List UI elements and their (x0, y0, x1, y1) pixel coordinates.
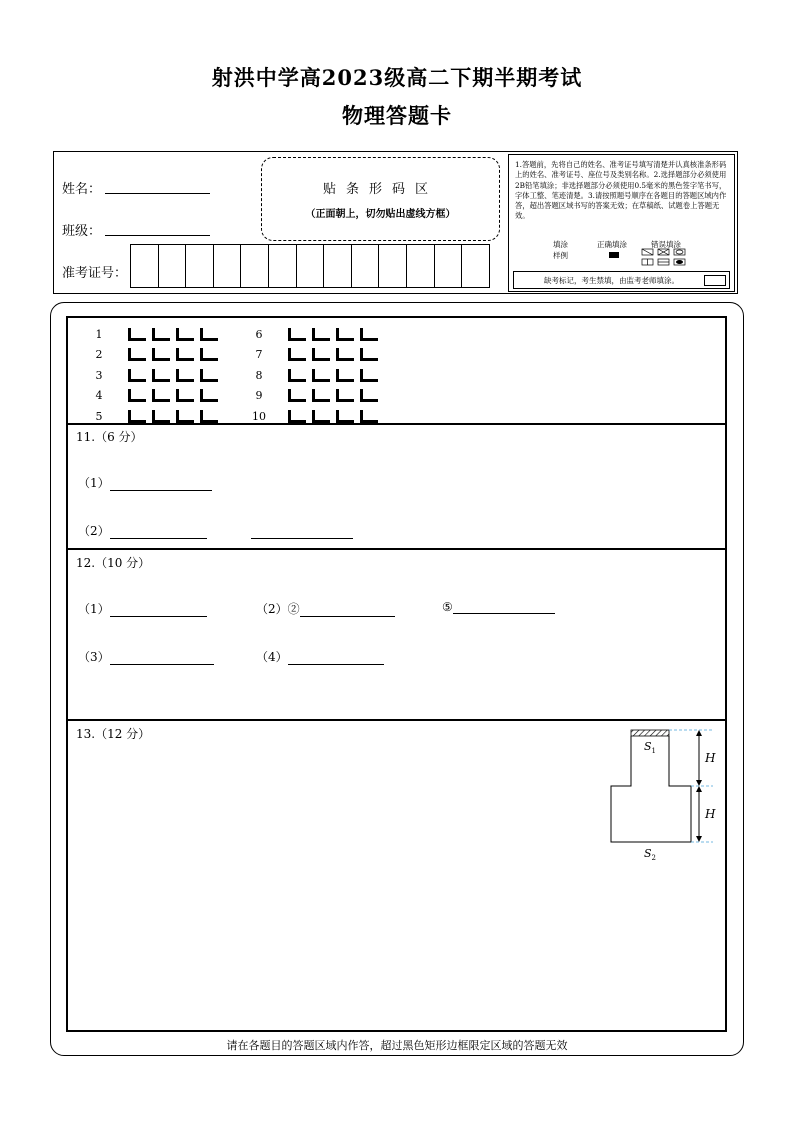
bubble-c[interactable] (336, 369, 354, 382)
example-label: 样例 (553, 251, 568, 260)
bubble-b[interactable] (312, 348, 330, 361)
bubble-c[interactable] (336, 348, 354, 361)
mc-row (248, 386, 384, 407)
mc-row (88, 324, 224, 345)
wrong-fill-samples (641, 248, 693, 268)
mc-row (248, 345, 384, 366)
q11-part1 (78, 474, 212, 491)
q11-part2 (78, 522, 353, 539)
notice-text: 1.答题前，先将自己的姓名、准考证号填写清楚并认真核准条形码上的姓名、准考证号、座位号及类别名称。2.选择题部分必须使用2B铅笔填涂；非选择题部分必须使用0.5毫米的黑色签字笔书写，字体工整、笔迹清楚。3.请按照题号顺序在各题目的答题区域内作答，超出答题区域书写的答案无效；在草稿纸、试题卷上答题无效。 (515, 160, 727, 221)
q13-label: 13.（12 分） (76, 727, 151, 741)
bubble-c[interactable] (336, 389, 354, 402)
answer-blank[interactable] (288, 664, 384, 665)
barcode-title: 贴条形码区 (322, 182, 438, 197)
q12-part1 (78, 600, 207, 617)
area-label-s1: $S_1$ (644, 740, 657, 755)
bubble-b[interactable] (152, 328, 170, 341)
exam-id-grid[interactable] (131, 244, 490, 288)
answer-blank[interactable] (110, 664, 214, 665)
bubble-d[interactable] (200, 369, 218, 382)
bubble-b[interactable] (152, 369, 170, 382)
bubble-a[interactable] (288, 410, 306, 423)
id-cell[interactable] (240, 244, 269, 288)
answer-blank[interactable] (453, 613, 555, 614)
bubble-d[interactable] (360, 410, 378, 423)
footer-note: 请在各题目的答题区域内作答，超过黑色矩形边框限定区域的答题无效 (226, 1039, 568, 1052)
answer-blank[interactable] (300, 616, 395, 617)
q12-part3 (78, 648, 214, 665)
area-label-s2: $S_2$ (644, 847, 657, 862)
q13-figure (603, 726, 723, 866)
mc-right-block (248, 324, 384, 427)
exam-id-label: 准考证号： (62, 266, 128, 281)
q12-part2b (442, 600, 555, 614)
missing-text: 缺考标记，考生禁填，由监考老师填涂。 (544, 276, 679, 285)
class-label: 班级： (62, 224, 102, 239)
bubble-d[interactable] (200, 389, 218, 402)
q11-label: 11.（6 分） (76, 430, 143, 444)
bubble-d[interactable] (200, 348, 218, 361)
bubble-a[interactable] (128, 348, 146, 361)
bubble-d[interactable] (360, 348, 378, 361)
bubble-b[interactable] (152, 389, 170, 402)
bubble-d[interactable] (200, 410, 218, 423)
fill-label: 填涂 (553, 240, 568, 249)
missing-checkbox[interactable] (704, 275, 726, 286)
answer-blank[interactable] (110, 538, 207, 539)
height-label-1: H (705, 751, 716, 765)
mc-row (88, 386, 224, 407)
mc-row (88, 345, 224, 366)
section-divider (68, 719, 725, 721)
mc-number: 8 (255, 368, 263, 382)
q12-part2 (256, 600, 395, 617)
mc-number: 10 (252, 409, 266, 423)
bubble-a[interactable] (288, 369, 306, 382)
bubble-d[interactable] (360, 389, 378, 402)
mc-number: 5 (95, 409, 103, 423)
bubble-b[interactable] (152, 410, 170, 423)
bubble-d[interactable] (360, 369, 378, 382)
mc-number: 6 (255, 327, 263, 341)
page-subtitle: 物理答题卡 (342, 103, 452, 128)
q12-part3-label: （3） (78, 650, 110, 664)
bubble-a[interactable] (128, 410, 146, 423)
answer-area (66, 316, 727, 1032)
barcode-note: （正面朝上，切勿贴出虚线方框） (305, 209, 456, 220)
answer-blank[interactable] (110, 490, 212, 491)
q12-label: 12.（10 分） (76, 556, 151, 570)
section-divider (68, 548, 725, 550)
mc-left-block (88, 324, 224, 427)
id-cell[interactable] (130, 244, 159, 288)
page-title: 射洪中学高2023级高二下期半期考试 (211, 65, 583, 90)
bubble-c[interactable] (336, 328, 354, 341)
notice-box (508, 154, 735, 292)
id-cell[interactable] (406, 244, 435, 288)
bubble-c[interactable] (176, 410, 194, 423)
height-label-2: H (705, 807, 716, 821)
bubble-a[interactable] (128, 369, 146, 382)
correct-fill-sample (609, 252, 619, 258)
id-cell[interactable] (296, 244, 325, 288)
id-cell[interactable] (461, 244, 490, 288)
bubble-d[interactable] (360, 328, 378, 341)
mc-number: 7 (255, 348, 263, 362)
q12-part2b-label: ⑤ (442, 600, 453, 614)
q11-part2-label: （2） (78, 524, 110, 538)
q12-part4-label: （4） (256, 650, 288, 664)
id-cell[interactable] (268, 244, 297, 288)
mc-number: 4 (95, 389, 103, 403)
mc-row (88, 365, 224, 386)
bubble-b[interactable] (312, 369, 330, 382)
bubble-a[interactable] (128, 389, 146, 402)
q11-part1-label: （1） (78, 476, 110, 490)
id-cell[interactable] (158, 244, 187, 288)
missing-mark-box (513, 271, 730, 289)
bubble-b[interactable] (152, 348, 170, 361)
mc-number: 1 (95, 327, 103, 341)
bubble-b[interactable] (312, 410, 330, 423)
q12-part4 (256, 648, 384, 665)
id-cell[interactable] (434, 244, 463, 288)
correct-label: 正确填涂 (597, 240, 627, 249)
bubble-a[interactable] (288, 389, 306, 402)
bubble-c[interactable] (336, 410, 354, 423)
id-cell[interactable] (378, 244, 407, 288)
class-field[interactable] (105, 235, 210, 236)
id-cell[interactable] (351, 244, 380, 288)
section-divider (68, 423, 725, 425)
mc-number: 3 (95, 368, 103, 382)
bubble-d[interactable] (200, 328, 218, 341)
piston-hatch (631, 730, 669, 736)
q12-part2-label: （2）② (256, 602, 300, 616)
bubble-a[interactable] (128, 328, 146, 341)
bubble-c[interactable] (176, 369, 194, 382)
bubble-a[interactable] (288, 348, 306, 361)
name-field[interactable] (105, 193, 210, 194)
answer-blank[interactable] (251, 538, 353, 539)
answer-blank[interactable] (110, 616, 207, 617)
id-cell[interactable] (323, 244, 352, 288)
bubble-c[interactable] (176, 328, 194, 341)
id-cell[interactable] (213, 244, 242, 288)
q12-part1-label: （1） (78, 602, 110, 616)
mc-row (248, 365, 384, 386)
bubble-a[interactable] (288, 328, 306, 341)
barcode-area (261, 157, 500, 241)
name-label: 姓名： (62, 182, 102, 197)
bubble-b[interactable] (312, 389, 330, 402)
bubble-c[interactable] (176, 389, 194, 402)
id-cell[interactable] (185, 244, 214, 288)
mc-row (248, 324, 384, 345)
mc-number: 2 (95, 348, 103, 362)
fill-example-label (553, 239, 568, 261)
bubble-b[interactable] (312, 328, 330, 341)
mc-number: 9 (255, 389, 263, 403)
bubble-c[interactable] (176, 348, 194, 361)
wrong-label: 错误填涂 (651, 240, 681, 249)
